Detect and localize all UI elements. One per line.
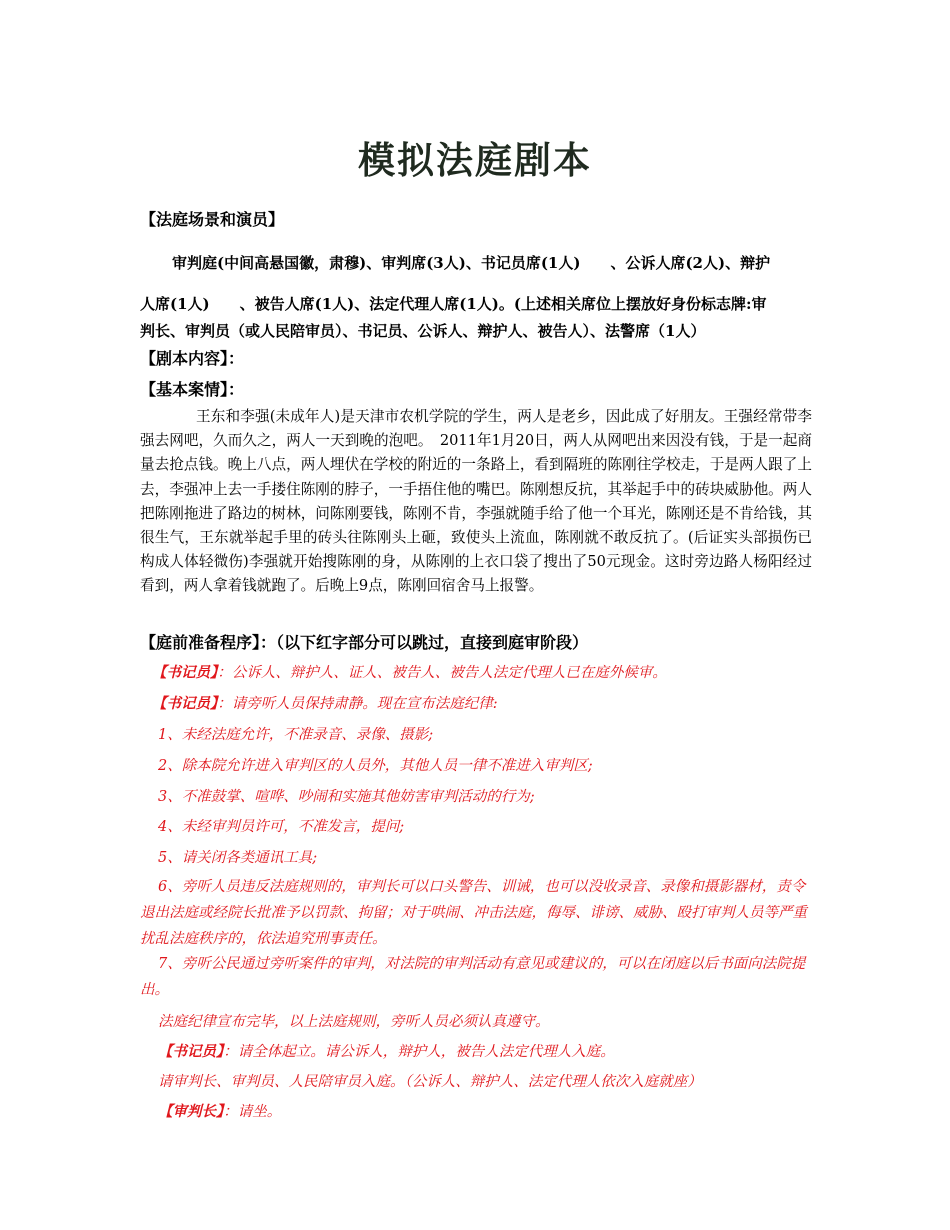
case-heading: 【基本案情】： <box>140 380 245 399</box>
court-rule-7: 7、旁听公民通过旁听案件的审判，对法院的审判活动有意见或建议的，可以在闭庭以后书面向法院提出。 <box>140 956 806 998</box>
presiding-judge-tag: 【审判长】 <box>158 1103 224 1120</box>
clerk-tag: 【书记员】 <box>152 664 218 681</box>
judges-enter-line: 请审判长、审判员、人民陪审员入庭。（公诉人、辩护人、法定代理人依次入庭就座） <box>158 1074 702 1090</box>
content-heading: 【剧本内容】： <box>140 349 245 368</box>
scene-line-3: 判长、审判员（或人民陪审员）、书记员、公诉人、辩护人、被告人）、法警席（1人） <box>140 322 706 340</box>
clerk-line-1-text: ：公诉人、辩护人、证人、被告人、被告人法定代理人已在庭外候审。 <box>217 665 667 681</box>
presiding-judge-line <box>158 1100 838 1121</box>
pretrial-heading: 【庭前准备程序】：（以下红字部分可以跳过，直接到庭审阶段） <box>140 633 589 652</box>
clerk-tag: 【书记员】 <box>152 695 218 712</box>
presiding-judge-text: ：请坐。 <box>223 1104 282 1120</box>
scene-heading: 【法庭场景和演员】 <box>140 210 285 229</box>
court-rule-6: 6、旁听人员违反法庭规则的，审判长可以口头警告、训诫，也可以没收录音、录像和摄影器材，责令退出法庭或经院长批准予以罚款、拘留；对于哄闹、冲击法庭，侮辱、诽谤、威胁、殴打审判人员等严重扰乱法庭秩序的，依法追究刑事责任。 <box>140 879 807 947</box>
clerk-line-1 <box>152 661 832 682</box>
case-text: 王东和李强(未成年人)是天津市农机学院的学生，两人是老乡，因此成了好朋友。王强经常带李强去网吧，久而久之，两人一天到晚的泡吧。 2011年1月20日，两人从网吧出来因没有钱，于是一起商量去抢点钱。晚上八点，两人埋伏在学校的附近的一条路上，看到隔班的陈刚往学校走，于是两人跟了上去，李强冲上去一手搂住陈刚的脖子，一手捂住他的嘴巴。陈刚想反抗，其举起手中的砖块威胁他。两人把陈刚拖进了路边的树林，问陈刚要钱，陈刚不肯，李强就随手给了他一个耳光，陈刚还是不肯给钱，其很生气，王东就举起手里的砖头往陈刚头上砸，致使头上流血，陈刚就不敢反抗了。(后证实头部损伤已构成人体轻微伤)李强就开始搜陈刚的身，从陈刚的上衣口袋了搜出了50元现金。这时旁边路人杨阳经过看到，两人拿着钱就跑了。后晚上9点，陈刚回宿舍马上报警。 <box>140 408 812 595</box>
clerk-tag: 【书记员】 <box>158 1043 224 1060</box>
clerk-line-2-text: ：请旁听人员保持肃静。现在宣布法庭纪律: <box>217 696 498 712</box>
page-title: 模拟法庭剧本 <box>358 138 592 182</box>
rules-closing: 法庭纪律宣布完毕，以上法庭规则，旁听人员必须认真遵守。 <box>158 1014 550 1030</box>
clerk-line-3 <box>158 1040 838 1061</box>
court-rule-2: 2、除本院允许进入审判区的人员外，其他人员一律不准进入审判区; <box>158 758 593 774</box>
clerk-line-3-text: ：请全体起立。请公诉人，辩护人，被告人法定代理人入庭。 <box>223 1044 615 1060</box>
court-rule-4: 4、未经审判员许可，不准发言，提问; <box>158 819 405 835</box>
court-rule-3: 3、不准鼓掌、喧哗、吵闹和实施其他妨害审判活动的行为; <box>158 789 535 805</box>
court-rule-1: 1、未经法庭允许，不准录音、录像、摄影; <box>158 727 434 743</box>
scene-line-1: 审判庭(中间高悬国徽，肃穆)、审判席(3人)、书记员席(1人) 、公诉人席(2人)、辩护 <box>172 254 771 272</box>
scene-line-2: 人席(1人) 、被告人席(1人)、法定代理人席(1人)。(上述相关席位上摆放好身份标志牌:审 <box>140 295 767 313</box>
clerk-line-2 <box>152 692 832 713</box>
court-rule-5: 5、请关闭各类通讯工具; <box>158 850 318 866</box>
